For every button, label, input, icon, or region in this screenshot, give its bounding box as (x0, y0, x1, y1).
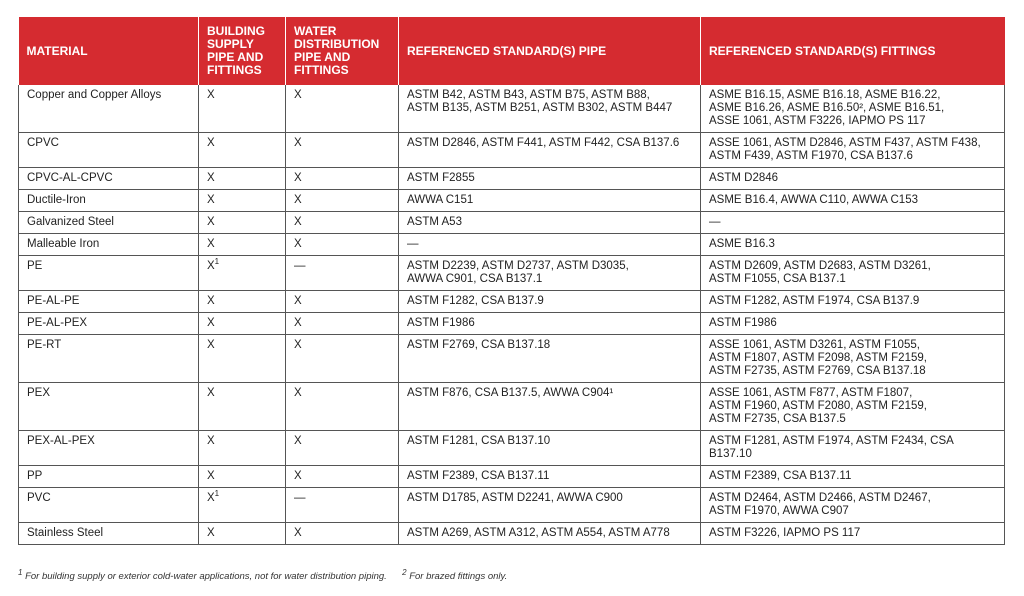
building-supply-cell (199, 133, 286, 168)
water-distribution-cell: X (286, 313, 399, 335)
pipe-standards-line: ASTM D2846, ASTM F441, ASTM F442, CSA B137.6 (407, 137, 680, 149)
material-cell: PP (19, 466, 199, 488)
pipe-standards-cell (399, 313, 701, 335)
fittings-standards-line: ASTM F2389, CSA B137.11 (709, 470, 852, 482)
building-supply-cell (199, 190, 286, 212)
fittings-standards-line: ASSE 1061, ASTM D2846, ASTM F437, ASTM F438, (709, 137, 981, 149)
pipe-standards-line: ASTM F876, CSA B137.5, AWWA C904¹ (407, 387, 614, 399)
building-supply-cell (199, 234, 286, 256)
table-row (19, 291, 1005, 313)
building-supply-value: X (207, 317, 215, 329)
footnote-2-mark: 2 (402, 567, 407, 577)
pipe-standards-cell (399, 85, 701, 133)
building-supply-cell (199, 466, 286, 488)
building-supply-value: X (207, 295, 215, 307)
pipe-standards-line: ASTM B42, ASTM B43, ASTM B75, ASTM B88, (407, 89, 650, 101)
building-supply-cell (199, 488, 286, 523)
fittings-standards-line: ASTM F3226, IAPMO PS 117 (709, 527, 861, 539)
fittings-standards-line: ASSE 1061, ASTM F3226, IAPMO PS 117 (709, 115, 926, 127)
building-supply-cell (199, 431, 286, 466)
header-standards-fittings: REFERENCED STANDARD(S) FITTINGS (701, 17, 1005, 85)
water-distribution-cell: X (286, 335, 399, 383)
pipe-standards-cell (399, 383, 701, 431)
building-supply-value: X (207, 470, 215, 482)
water-distribution-cell: X (286, 190, 399, 212)
building-supply-value: X (207, 137, 215, 149)
building-supply-value: X (207, 260, 215, 272)
building-supply-cell (199, 85, 286, 133)
materials-standards-table (18, 17, 1005, 545)
fittings-standards-line: ASTM F1960, ASTM F2080, ASTM F2159, (709, 400, 927, 412)
footnote-2-text: For brazed fittings only. (409, 571, 508, 582)
table-row (19, 313, 1005, 335)
material-cell: Ductile-Iron (19, 190, 199, 212)
building-supply-value: X (207, 435, 215, 447)
material-cell: PEX-AL-PEX (19, 431, 199, 466)
pipe-standards-line: ASTM A269, ASTM A312, ASTM A554, ASTM A778 (407, 527, 670, 539)
fittings-standards-line: ASME B16.4, AWWA C110, AWWA C153 (709, 194, 918, 206)
material-cell: CPVC (19, 133, 199, 168)
water-distribution-cell: X (286, 466, 399, 488)
pipe-standards-line: ASTM D2239, ASTM D2737, ASTM D3035, (407, 260, 629, 272)
fittings-standards-line: ASTM F1807, ASTM F2098, ASTM F2159, (709, 352, 927, 364)
table-row (19, 133, 1005, 168)
fittings-standards-cell (701, 431, 1005, 466)
pipe-standards-line: ASTM F2855 (407, 172, 475, 184)
pipe-standards-line: ASTM F2389, CSA B137.11 (407, 470, 550, 482)
building-supply-value: X (207, 387, 215, 399)
fittings-standards-line: ASME B16.15, ASME B16.18, ASME B16.22, (709, 89, 941, 101)
building-supply-cell (199, 523, 286, 545)
fittings-standards-line: ASTM F439, ASTM F1970, CSA B137.6 (709, 150, 913, 162)
water-distribution-cell: X (286, 234, 399, 256)
material-cell: Galvanized Steel (19, 212, 199, 234)
water-distribution-cell: — (286, 256, 399, 291)
water-distribution-cell: X (286, 168, 399, 190)
pipe-standards-cell (399, 335, 701, 383)
footnote-1-text: For building supply or exterior cold-water applications, not for water distribution piping. (25, 571, 387, 582)
table-row (19, 256, 1005, 291)
fittings-standards-line: ASME B16.26, ASME B16.50², ASME B16.51, (709, 102, 945, 114)
fittings-standards-line: ASSE 1061, ASTM F877, ASTM F1807, (709, 387, 913, 399)
pipe-standards-line: ASTM D1785, ASTM D2241, AWWA C900 (407, 492, 623, 504)
fittings-standards-cell (701, 168, 1005, 190)
pipe-standards-cell (399, 212, 701, 234)
table-row (19, 190, 1005, 212)
water-distribution-cell: X (286, 133, 399, 168)
fittings-standards-line: ASTM F1055, CSA B137.1 (709, 273, 846, 285)
fittings-standards-line: ASTM D2846 (709, 172, 779, 184)
fittings-standards-line: — (709, 216, 721, 228)
pipe-standards-cell (399, 291, 701, 313)
material-cell: PE-AL-PE (19, 291, 199, 313)
water-distribution-cell: X (286, 291, 399, 313)
pipe-standards-line: AWWA C151 (407, 194, 474, 206)
water-distribution-cell: X (286, 212, 399, 234)
table-row (19, 335, 1005, 383)
fittings-standards-line: ASTM F1986 (709, 317, 777, 329)
pipe-standards-line: ASTM F1282, CSA B137.9 (407, 295, 544, 307)
fittings-standards-line: ASTM F2735, ASTM F2769, CSA B137.18 (709, 365, 926, 377)
material-cell: Copper and Copper Alloys (19, 85, 199, 133)
building-supply-value: X (207, 89, 215, 101)
table-body (19, 85, 1005, 545)
fittings-standards-line: ASME B16.3 (709, 238, 775, 250)
building-supply-cell (199, 212, 286, 234)
table-row (19, 234, 1005, 256)
table-row (19, 466, 1005, 488)
table-row (19, 168, 1005, 190)
pipe-standards-line: ASTM A53 (407, 216, 462, 228)
material-cell: PE (19, 256, 199, 291)
water-distribution-cell: — (286, 488, 399, 523)
material-cell: PE-AL-PEX (19, 313, 199, 335)
fittings-standards-cell (701, 523, 1005, 545)
pipe-standards-cell (399, 466, 701, 488)
building-supply-value: X (207, 172, 215, 184)
pipe-standards-line: ASTM F1986 (407, 317, 475, 329)
header-row (19, 17, 1005, 85)
standards-table-container (18, 17, 1004, 545)
water-distribution-cell: X (286, 523, 399, 545)
pipe-standards-line: AWWA C901, CSA B137.1 (407, 273, 543, 285)
fittings-standards-cell (701, 234, 1005, 256)
header-building-supply: BUILDING SUPPLY PIPE AND FITTINGS (199, 17, 286, 85)
building-supply-cell (199, 313, 286, 335)
building-supply-value: X (207, 527, 215, 539)
water-distribution-cell: X (286, 431, 399, 466)
table-row (19, 523, 1005, 545)
fittings-standards-line: ASTM F1282, ASTM F1974, CSA B137.9 (709, 295, 920, 307)
pipe-standards-line: ASTM B135, ASTM B251, ASTM B302, ASTM B447 (407, 102, 673, 114)
building-supply-cell (199, 383, 286, 431)
fittings-standards-cell (701, 383, 1005, 431)
building-supply-value: X (207, 238, 215, 250)
building-supply-value: X (207, 492, 215, 504)
table-row (19, 85, 1005, 133)
pipe-standards-cell (399, 133, 701, 168)
table-row (19, 431, 1005, 466)
footnote-ref: 1 (214, 257, 220, 267)
header-standards-pipe: REFERENCED STANDARD(S) PIPE (399, 17, 701, 85)
header-water-distribution: WATER DISTRIBUTION PIPE AND FITTINGS (286, 17, 399, 85)
fittings-standards-cell (701, 190, 1005, 212)
header-material: MATERIAL (19, 17, 199, 85)
building-supply-value: X (207, 194, 215, 206)
water-distribution-cell: X (286, 85, 399, 133)
pipe-standards-cell (399, 488, 701, 523)
pipe-standards-cell (399, 234, 701, 256)
fittings-standards-cell (701, 212, 1005, 234)
material-cell: PVC (19, 488, 199, 523)
fittings-standards-line: ASSE 1061, ASTM D3261, ASTM F1055, (709, 339, 920, 351)
building-supply-value: X (207, 216, 215, 228)
building-supply-cell (199, 291, 286, 313)
footnote-ref: 1 (214, 489, 220, 499)
building-supply-cell (199, 168, 286, 190)
pipe-standards-line: ASTM F1281, CSA B137.10 (407, 435, 551, 447)
pipe-standards-cell (399, 431, 701, 466)
table-row (19, 488, 1005, 523)
footnotes (18, 567, 508, 582)
pipe-standards-line: ASTM F2769, CSA B137.18 (407, 339, 551, 351)
pipe-standards-cell (399, 523, 701, 545)
pipe-standards-cell (399, 168, 701, 190)
fittings-standards-line: ASTM D2609, ASTM D2683, ASTM D3261, (709, 260, 931, 272)
fittings-standards-cell (701, 85, 1005, 133)
material-cell: PEX (19, 383, 199, 431)
fittings-standards-cell (701, 466, 1005, 488)
table-row (19, 383, 1005, 431)
material-cell: Malleable Iron (19, 234, 199, 256)
footnote-1-mark: 1 (18, 567, 23, 577)
pipe-standards-line: — (407, 238, 419, 250)
fittings-standards-cell (701, 313, 1005, 335)
fittings-standards-cell (701, 488, 1005, 523)
fittings-standards-line: ASTM F2735, CSA B137.5 (709, 413, 846, 425)
fittings-standards-line: ASTM F1970, AWWA C907 (709, 505, 849, 517)
fittings-standards-cell (701, 133, 1005, 168)
fittings-standards-line: ASTM F1281, ASTM F1974, ASTM F2434, CSA B137.10 (709, 435, 954, 460)
building-supply-cell (199, 256, 286, 291)
material-cell: CPVC-AL-CPVC (19, 168, 199, 190)
building-supply-value: X (207, 339, 215, 351)
fittings-standards-line: ASTM D2464, ASTM D2466, ASTM D2467, (709, 492, 931, 504)
material-cell: Stainless Steel (19, 523, 199, 545)
building-supply-cell (199, 335, 286, 383)
pipe-standards-cell (399, 190, 701, 212)
fittings-standards-cell (701, 335, 1005, 383)
table-row (19, 212, 1005, 234)
material-cell: PE-RT (19, 335, 199, 383)
pipe-standards-cell (399, 256, 701, 291)
fittings-standards-cell (701, 256, 1005, 291)
water-distribution-cell: X (286, 383, 399, 431)
fittings-standards-cell (701, 291, 1005, 313)
